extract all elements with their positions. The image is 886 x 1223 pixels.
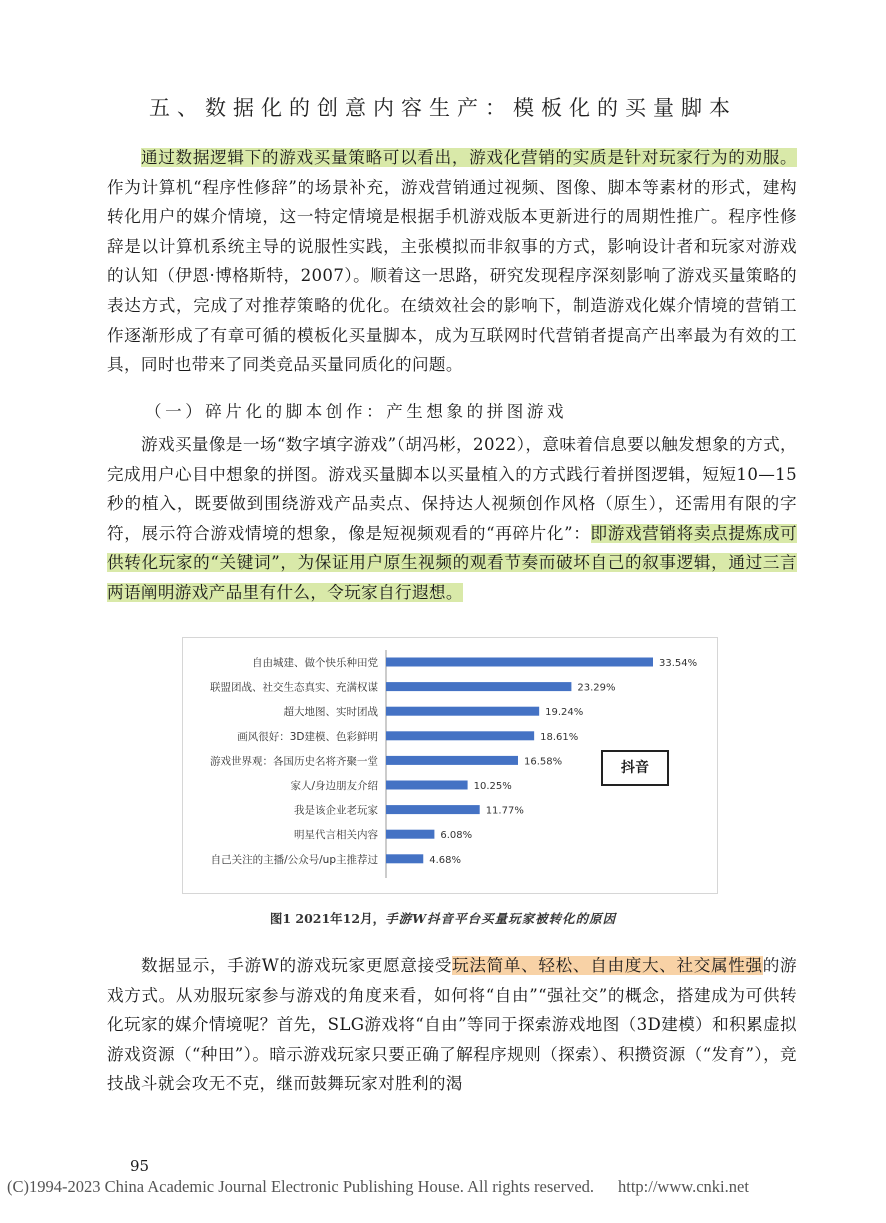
subheading: （一）碎片化的脚本创作：产生想象的拼图游戏 (145, 402, 568, 421)
caption-prefix: 图1 2021年12月， (269, 911, 386, 926)
category-label: 画风很好：3D建模、色彩鲜明 (237, 730, 378, 743)
paragraph-2 (107, 430, 797, 608)
figure-caption (0, 909, 886, 927)
footer-url: http://www.cnki.net (618, 1177, 749, 1196)
value-label: 18.61% (540, 731, 579, 743)
caption-text: 手游W抖音平台买量玩家被转化的原因 (385, 911, 617, 926)
highlight-text: 通过数据逻辑下的游戏买量策略可以看出，游戏化营销的实质是针对玩家行为的劝服。 (141, 148, 797, 167)
value-label: 16.58% (523, 756, 563, 768)
category-label: 我是该企业老玩家 (294, 804, 378, 817)
section-title: 五、数据化的创意内容生产：模板化的买量脚本 (149, 96, 737, 120)
value-label: 33.54% (659, 658, 698, 669)
bar (386, 731, 534, 740)
bar (386, 707, 539, 716)
bar (386, 781, 468, 790)
highlight-text: 即游戏营销将卖点提炼成可供转化玩家的“关键词”，为保证用户原生视频的观看节奏而破坏自己的叙事逻辑，通过三言两语阐明游戏产品里有什么，令玩家自行遐想。 (107, 523, 797, 602)
body-text: 的游戏方式。从劝服玩家参与游戏的角度来看，如何将“自由”“强社交”的概念，搭建成为可供转化玩家的媒介情境呢？首先，SLG游戏将“自由”等同于探索游戏地图（3D建模）和积累虚拟游戏资源（“种田”）。暗示游戏玩家只要正确了解程序规则（探索）、积攒资源（“发育”），竞技战斗就会攻无不克，继而鼓舞玩家对胜利的渴 (107, 956, 797, 1094)
chart-legend-label: 抖音 (601, 750, 669, 786)
body-text: 游戏买量像是一场“数字填字游戏”（胡冯彬，2022），意味着信息要以触发想象的方式，完成用户心目中想象的拼图。游戏买量脚本以买量植入的方式践行着拼图逻辑，短短10—15秒的植入，既要做到围绕游戏产品卖点、保持达人视频创作风格（原生），还需用有限的字符，展示符合游戏情境的想象，像是短视频观看的“再碎片化”： (107, 435, 797, 543)
body-text: 数据显示，手游W的游戏玩家更愿意接受 (141, 956, 453, 975)
bar (386, 756, 518, 765)
bar (386, 658, 653, 667)
copyright-text: (C)1994-2023 China Academic Journal Electronic Publishing House. All rights reserved. (7, 1177, 595, 1196)
paragraph-3 (107, 951, 797, 1099)
bar-chart (182, 637, 718, 894)
category-label: 游戏世界观：各国历史名将齐聚一堂 (210, 755, 378, 768)
category-label: 自由城建、做个快乐种田党 (252, 657, 378, 669)
bar (386, 830, 434, 839)
category-label: 联盟团战、社交生态真实、充满权谋 (210, 681, 378, 694)
bar (386, 682, 571, 691)
category-label: 自己关注的主播/公众号/up主推荐过 (210, 853, 378, 866)
value-label: 6.08% (440, 830, 473, 842)
bar (386, 805, 480, 814)
value-label: 4.68% (429, 854, 462, 866)
category-label: 超大地图、实时团战 (283, 706, 378, 719)
category-label: 家人/身边朋友介绍 (290, 780, 378, 792)
highlight-text: 玩法简单、轻松、自由度大、社交属性强 (452, 956, 763, 975)
paragraph-1 (107, 143, 797, 380)
value-label: 19.24% (545, 707, 584, 719)
bar (386, 854, 423, 863)
category-label: 明星代言相关内容 (294, 829, 378, 842)
body-text: 作为计算机“程序性修辞”的场景补充，游戏营销通过视频、图像、脚本等素材的形式，建构转化用户的媒介情境，这一特定情境是根据手机游戏版本更新进行的周期性推广。程序性修辞是以计算机系统主导的说服性实践，主张模拟而非叙事的方式，影响设计者和玩家对游戏的认知（伊恩·博格斯特，2007）。顺着这一思路，研究发现程序深刻影响了游戏买量策略的表达方式，完成了对推荐策略的优化。在绩效社会的影响下，制造游戏化媒介情境的营销工作逐渐形成了有章可循的模板化买量脚本，成为互联网时代营销者提高产出率最为有效的工具，同时也带来了同类竞品买量同质化的问题。 (107, 177, 797, 375)
value-label: 10.25% (473, 781, 512, 792)
value-label: 11.77% (485, 805, 524, 817)
value-label: 23.29% (577, 682, 616, 694)
copyright-footer (7, 1177, 749, 1197)
page-number: 95 (130, 1157, 150, 1175)
